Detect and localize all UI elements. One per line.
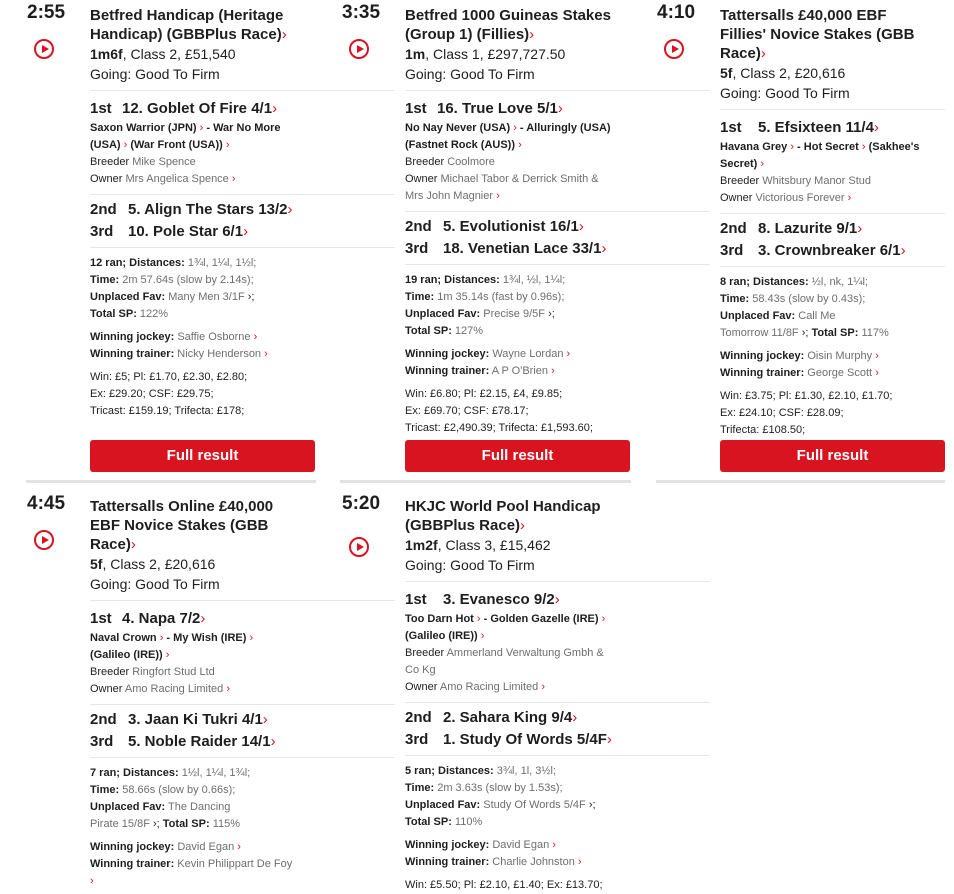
dividends-win: Win: £5.50; Pl: £2.10, £1.40; Ex: £13.70; — [405, 879, 603, 891]
full-result-button[interactable]: Full result — [720, 440, 945, 472]
winning-trainer[interactable]: Winning trainer: A P O'Brien › — [405, 365, 555, 377]
winner-row[interactable]: 1st 16. True Love 5/1› — [405, 100, 563, 117]
play-video-icon[interactable] — [349, 39, 369, 59]
row-divider — [656, 480, 945, 483]
race-time: 5:20 — [342, 493, 381, 514]
race-meta: 1m, Class 1, £297,727.50 — [405, 46, 566, 62]
race-going: Going: Good To Firm — [720, 85, 850, 101]
play-video-icon[interactable] — [34, 39, 54, 59]
race-going: Going: Good To Firm — [90, 576, 220, 592]
third-row[interactable]: 3rd 5. Noble Raider 14/1› — [90, 733, 276, 750]
race-time-result: Time: 2m 57.64s (slow by 2.14s); — [90, 274, 254, 286]
race-summary: 7 ran; Distances: 1½l, 1¼l, 1¾l; — [90, 767, 251, 779]
race-title[interactable]: Tattersalls Online £40,000 EBF Novice Stakes (GBB Race)› — [90, 498, 274, 553]
race-time: 2:55 — [27, 2, 66, 23]
race-summary: 8 ran; Distances: ½l, nk, 1¼l; — [720, 276, 868, 288]
race-time: 3:35 — [342, 2, 381, 23]
winning-jockey[interactable]: Winning jockey: Oisin Murphy › — [720, 350, 879, 362]
winning-trainer[interactable]: Winning trainer: George Scott › — [720, 367, 879, 379]
play-video-icon[interactable] — [664, 39, 684, 59]
dividends-win: Win: £6.80; Pl: £2.15, £4, £9.85; — [405, 388, 563, 400]
second-row[interactable]: 2nd 3. Jaan Ki Tukri 4/1› — [90, 711, 268, 728]
race-title[interactable]: Betfred Handicap (Heritage Handicap) (GBBPlus Race)› — [90, 7, 287, 43]
race-title[interactable]: Betfred 1000 Guineas Stakes (Group 1) (Fillies)› — [405, 7, 611, 43]
total-sp: Total SP: 127% — [405, 325, 484, 337]
race-title[interactable]: HKJC World Pool Handicap (GBBPlus Race)› — [405, 498, 601, 534]
race-going: Going: Good To Firm — [405, 66, 535, 82]
dividends-win: Win: £5; Pl: £1.70, £2.30, £2.80; — [90, 371, 248, 383]
owner[interactable]: Owner Mrs Angelica Spence › — [90, 173, 236, 185]
total-sp: Total SP: 122% — [90, 308, 169, 320]
winner-breeding[interactable]: Too Darn Hot › - Golden Gazelle (IRE) › (Galileo (IRE)) › — [405, 613, 606, 642]
second-row[interactable]: 2nd 2. Sahara King 9/4› — [405, 709, 578, 726]
unplaced-fav[interactable]: Unplaced Fav: The Dancing Pirate 15/8F ›; Total SP: 115% — [90, 801, 241, 830]
dividends-tricast: Tricast: £159.19; Trifecta: £178; — [90, 405, 245, 417]
total-sp: Total SP: 110% — [405, 816, 483, 828]
third-row[interactable]: 3rd 10. Pole Star 6/1› — [90, 223, 249, 240]
full-result-button[interactable]: Full result — [405, 440, 630, 472]
winner-row[interactable]: 1st 3. Evanesco 9/2› — [405, 591, 560, 608]
race-title[interactable]: Tattersalls £40,000 EBF Fillies' Novice Stakes (GBB Race)› — [720, 7, 915, 62]
race-time: 4:10 — [657, 2, 696, 23]
full-result-button[interactable]: Full result — [90, 440, 315, 472]
breeder: Breeder Ringfort Stud Ltd — [90, 666, 215, 678]
unplaced-fav[interactable]: Unplaced Fav: Study Of Words 5/4F ›; — [405, 799, 596, 811]
breeder: Breeder Ammerland Verwaltung Gmbh & Co Kg — [405, 647, 604, 676]
winner-row[interactable]: 1st 5. Efsixteen 11/4› — [720, 119, 879, 136]
winning-trainer[interactable]: Winning trainer: Kevin Philippart De Foy › — [90, 858, 293, 887]
race-meta: 1m6f, Class 2, £51,540 — [90, 46, 236, 62]
unplaced-fav[interactable]: Unplaced Fav: Call Me Tomorrow 11/8F ›; Total SP: 117% — [720, 310, 889, 339]
winner-breeding[interactable]: Naval Crown › - My Wish (IRE) › (Galileo (IRE)) › — [90, 632, 254, 661]
race-time: 4:45 — [27, 493, 66, 514]
winner-row[interactable]: 1st 4. Napa 7/2› — [90, 610, 206, 627]
unplaced-fav[interactable]: Unplaced Fav: Many Men 3/1F ›; — [90, 291, 255, 303]
race-meta: 1m2f, Class 3, £15,462 — [405, 537, 551, 553]
race-time-result: Time: 2m 3.63s (slow by 1.53s); — [405, 782, 563, 794]
row-divider — [340, 480, 631, 483]
dividends-win: Win: £3.75; Pl: £1.30, £2.10, £1.70; — [720, 390, 893, 402]
race-summary: 12 ran; Distances: 1¾l, 1¼l, 1½l; — [90, 257, 257, 269]
race-meta: 5f, Class 2, £20,616 — [720, 65, 846, 81]
winning-jockey[interactable]: Winning jockey: David Egan › — [90, 841, 241, 853]
winning-jockey[interactable]: Winning jockey: David Egan › — [405, 839, 556, 851]
dividends-ex: Ex: £24.10; CSF: £28.09; — [720, 407, 844, 419]
owner[interactable]: Owner Amo Racing Limited › — [90, 683, 231, 695]
third-row[interactable]: 3rd 1. Study Of Words 5/4F› — [405, 731, 612, 748]
second-row[interactable]: 2nd 8. Lazurite 9/1› — [720, 220, 863, 237]
dividends-trifecta: Trifecta: £108.50; — [720, 424, 806, 436]
winning-jockey[interactable]: Winning jockey: Saffie Osborne › — [90, 331, 258, 343]
unplaced-fav[interactable]: Unplaced Fav: Precise 9/5F ›; — [405, 308, 555, 320]
race-card-410 — [657, 2, 945, 464]
winner-breeding[interactable]: Havana Grey › - Hot Secret › (Sakhee's Secret) › — [720, 141, 920, 170]
race-summary: 5 ran; Distances: 3¾l, 1l, 3½l; — [405, 765, 557, 777]
race-card-255 — [27, 2, 395, 464]
breeder: Breeder Whitsbury Manor Stud — [720, 175, 872, 187]
dividends-ex: Ex: £69.70; CSF: £78.17; — [405, 405, 529, 417]
race-card-520 — [342, 493, 710, 894]
race-card-445 — [27, 493, 395, 890]
race-going: Going: Good To Firm — [90, 66, 220, 82]
race-card-335 — [342, 2, 710, 464]
race-going: Going: Good To Firm — [405, 557, 535, 573]
winner-row[interactable]: 1st 12. Goblet Of Fire 4/1› — [90, 100, 278, 117]
winning-jockey[interactable]: Winning jockey: Wayne Lordan › — [405, 348, 571, 360]
race-summary: 19 ran; Distances: 1¾l, ½l, 1¼l; — [405, 274, 566, 286]
second-row[interactable]: 2nd 5. Align The Stars 13/2› — [90, 201, 293, 218]
row-divider — [26, 480, 316, 483]
breeder: Breeder Mike Spence — [90, 156, 196, 168]
owner[interactable]: Owner Victorious Forever › — [720, 192, 852, 204]
race-time-result: Time: 1m 35.14s (fast by 0.96s); — [405, 291, 565, 303]
owner[interactable]: Owner Michael Tabor & Derrick Smith & Mrs John Magnier › — [405, 173, 599, 202]
winning-trainer[interactable]: Winning trainer: Nicky Henderson › — [90, 348, 268, 360]
play-video-icon[interactable] — [34, 530, 54, 550]
dividends-tricast: Tricast: £2,490.39; Trifecta: £1,593.60; — [405, 422, 593, 434]
dividends-ex: Ex: £29.20; CSF: £29.75; — [90, 388, 214, 400]
winning-trainer[interactable]: Winning trainer: Charlie Johnston › — [405, 856, 582, 868]
race-time-result: Time: 58.43s (slow by 0.43s); — [720, 293, 866, 305]
winner-breeding[interactable]: No Nay Never (USA) › - Alluringly (USA) (Fastnet Rock (AUS)) › — [405, 122, 611, 151]
race-time-result: Time: 58.66s (slow by 0.66s); — [90, 784, 236, 796]
owner[interactable]: Owner Amo Racing Limited › — [405, 681, 546, 693]
race-meta: 5f, Class 2, £20,616 — [90, 556, 216, 572]
winner-breeding[interactable]: Saxon Warrior (JPN) › - War No More (USA) › (War Front (USA)) › — [90, 122, 281, 151]
play-video-icon[interactable] — [349, 537, 369, 557]
third-row[interactable]: 3rd 3. Crownbreaker 6/1› — [720, 242, 906, 259]
breeder: Breeder Coolmore — [405, 156, 495, 168]
third-row[interactable]: 3rd 18. Venetian Lace 33/1› — [405, 240, 607, 257]
second-row[interactable]: 2nd 5. Evolutionist 16/1› — [405, 218, 584, 235]
